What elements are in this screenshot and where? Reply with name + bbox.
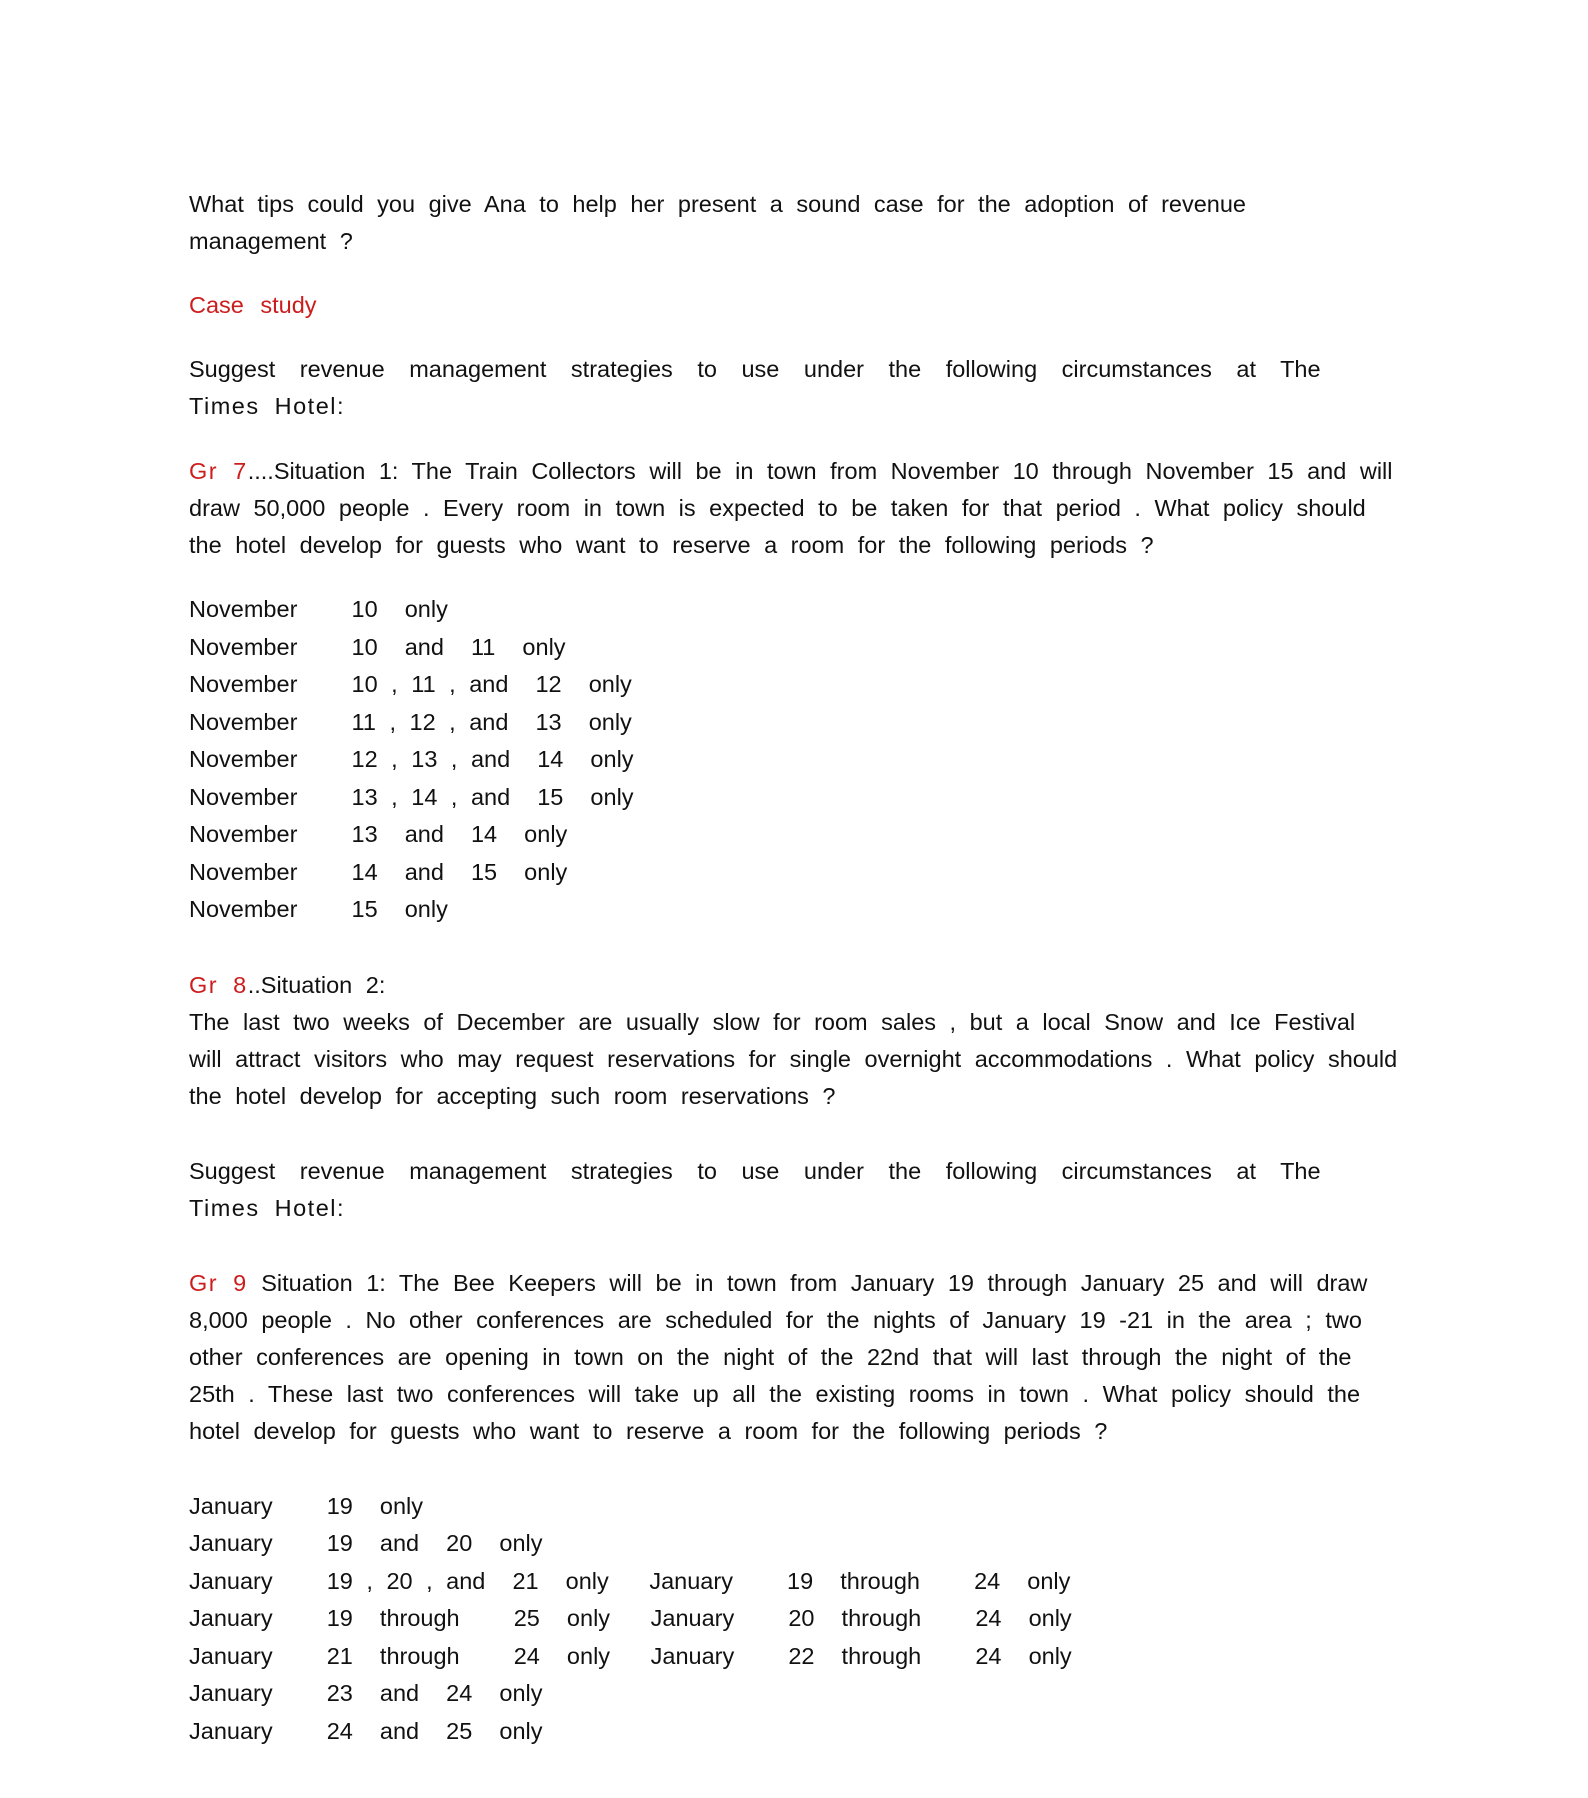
situation-2-body: The last two weeks of December are usually slow for room sales , but a local Snow and Ice Festival will attract visitors who may request reservations for single overnight accommodations . What policy should the hotel develop for accepting such room reservations ? <box>189 1008 1398 1109</box>
situation-1-body: and will draw 50,000 people . Every room in town is expected to be taken for that period . What policy should the hotel develop for guests who want to reserve a room for the following periods ? <box>189 458 1393 558</box>
situation-3-period-list <box>189 1488 1429 1751</box>
case-study-heading: Case study <box>189 292 317 318</box>
suggest-paragraph-2 <box>189 1153 1329 1227</box>
situation-1-title: ....Situation 1: The Train Collectors will be in town from November 10 through November 15 <box>247 458 1294 484</box>
situation-1-period-list <box>189 591 1429 929</box>
list-item: January 21 through 24 only January 22 through 24 only <box>189 1642 1072 1669</box>
list-item: January 19 and 20 only <box>189 1530 543 1556</box>
list-item: January 23 and 24 only <box>189 1680 543 1706</box>
situation-3-body: Situation 1: The Bee Keepers will be in town from January 19 through January 25 and will draw 8,000 people . No other conferences are scheduled for the nights of January 19 -21 in the area ; two other conferences are opening in town on the night of the 22nd that will last through the night of the 25th . These last two conferences will take up all the existing rooms in town . What policy should the hotel develop for guests who want to reserve a room for the following periods ? <box>189 1269 1368 1444</box>
document-page <box>189 186 1429 1750</box>
situation-2-paragraph <box>189 967 1399 1115</box>
group-label-gr8: Gr 8 <box>189 971 248 998</box>
situation-3-paragraph <box>189 1265 1399 1450</box>
list-item: January 19 through 25 only January 20 through 24 only <box>189 1605 1072 1631</box>
hotel-name-1: Times Hotel: <box>189 393 346 419</box>
list-item: November 14 and 15 only <box>189 858 568 885</box>
list-item: January 19 only <box>189 1492 424 1519</box>
intro-question <box>189 186 1329 260</box>
list-item: November 13 , 14 , and 15 only <box>189 783 634 810</box>
intro-question-text: What tips could you give Ana to help her present a sound case for the adoption of revenue management ? <box>189 191 1247 254</box>
situation-2-title: ..Situation 2: <box>247 971 386 998</box>
list-item: November 10 and 11 only <box>189 633 566 660</box>
list-item: November 10 , 11 , and 12 only <box>189 671 632 697</box>
list-item: November 11 , 12 , and 13 only <box>189 708 632 735</box>
group-label-gr7: Gr 7 <box>189 458 248 484</box>
hotel-name-2: Times Hotel: <box>189 1194 346 1221</box>
list-item: November 13 and 14 only <box>189 821 568 847</box>
list-item: November 15 only <box>189 896 448 922</box>
list-item: January 24 and 25 only <box>189 1717 543 1744</box>
situation-1-paragraph <box>189 453 1404 564</box>
list-item: January 19 , 20 , and 21 only January 19 through 24 only <box>189 1567 1071 1594</box>
list-item: November 10 only <box>189 596 448 622</box>
suggest-text-1: Suggest revenue management strategies to use under the following circumstances at The <box>189 356 1321 382</box>
list-item: November 12 , 13 , and 14 only <box>189 746 634 772</box>
group-label-gr9: Gr 9 <box>189 1269 248 1296</box>
suggest-text-2: Suggest revenue management strategies to use under the following circumstances at The <box>189 1157 1321 1184</box>
suggest-paragraph-1 <box>189 351 1329 425</box>
